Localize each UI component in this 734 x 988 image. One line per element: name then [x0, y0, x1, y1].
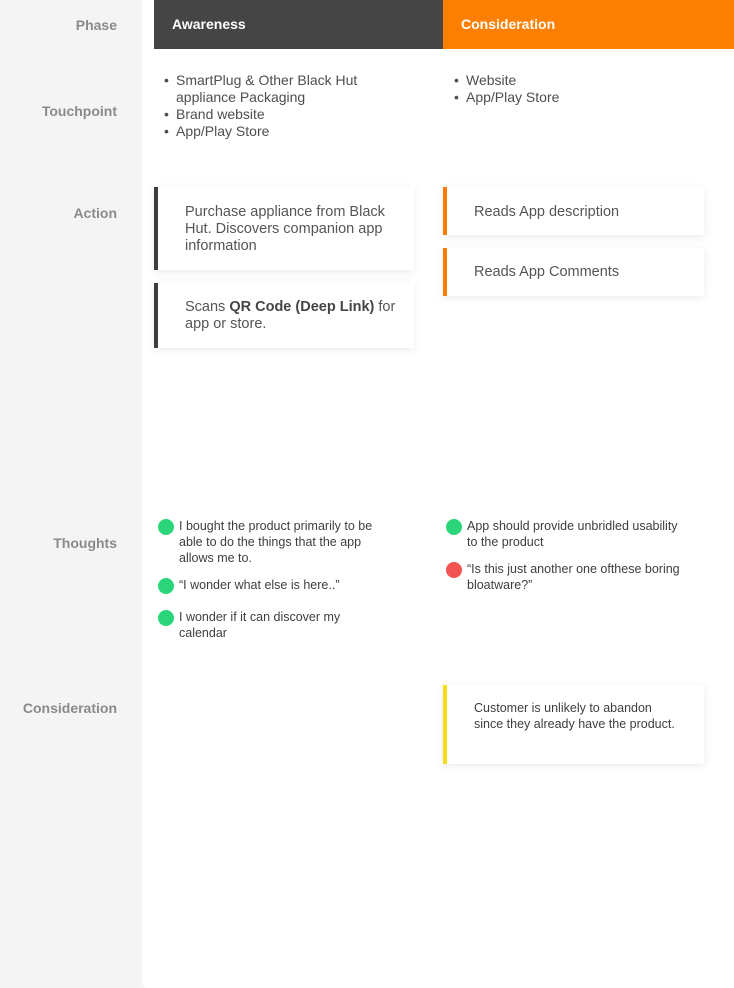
action-text: Purchase appliance from Black Hut. Discovers companion app information: [185, 204, 385, 254]
row-label-thoughts: Thoughts: [53, 535, 117, 551]
action-card-awareness-2: [154, 283, 414, 348]
action-text: Reads App Comments: [474, 264, 620, 280]
touchpoint-item: [164, 123, 404, 140]
touchpoint-text: Website: [466, 72, 517, 88]
positive-sentiment-icon: [158, 578, 174, 594]
card-accent-bar: [443, 685, 447, 764]
touchpoint-text: SmartPlug & Other Black Hut appliance Packaging: [176, 72, 358, 105]
positive-sentiment-icon: [158, 519, 174, 535]
action-card-consideration-2: [443, 248, 704, 296]
row-label-consideration: Consideration: [22, 700, 117, 716]
deep-link-emphasis: QR Code (Deep Link): [229, 299, 375, 315]
thought-item: [158, 518, 388, 566]
row-label-phase: Phase: [75, 17, 117, 33]
positive-sentiment-icon: [158, 610, 174, 626]
action-text: Scans QR Code (Deep Link) for app or store.: [185, 299, 396, 332]
thought-item: [446, 561, 686, 593]
journey-board: [142, 0, 734, 988]
touchpoint-text: Brand website: [176, 106, 265, 122]
consideration-note-card: [443, 685, 704, 764]
touchpoint-text: App/Play Store: [466, 89, 560, 105]
touchpoint-item: [454, 89, 694, 106]
touchpoint-item: [164, 72, 404, 106]
touchpoint-text: App/Play Store: [176, 123, 270, 139]
touchpoint-list-consideration: [454, 72, 694, 106]
action-card-awareness-1: [154, 187, 414, 270]
positive-sentiment-icon: [446, 519, 462, 535]
thought-text: “Is this just another one ofthese boring bloatware?”: [467, 562, 680, 592]
thought-item: [158, 577, 388, 593]
consideration-note-text: Customer is unlikely to abandon since they already have the product.: [474, 701, 675, 731]
touchpoint-item: [164, 106, 404, 123]
thought-text: “I wonder what else is here..”: [179, 578, 340, 592]
bullet-icon: •: [164, 123, 169, 139]
touchpoint-list-awareness: [164, 72, 404, 140]
bullet-icon: •: [164, 72, 169, 88]
phase-header-awareness: Awareness: [154, 0, 443, 49]
card-accent-bar: [443, 187, 447, 235]
row-label-touchpoint: Touchpoint: [41, 103, 117, 119]
card-accent-bar: [154, 187, 158, 270]
thought-item: [446, 518, 686, 550]
action-card-consideration-1: [443, 187, 704, 235]
thought-text: App should provide unbridled usability to the product: [467, 519, 678, 549]
thought-text: I wonder if it can discover my calendar: [179, 610, 341, 640]
card-accent-bar: [443, 248, 447, 296]
thought-text: I bought the product primarily to be able to do the things that the app allows me to.: [179, 519, 373, 565]
row-label-action: Action: [73, 205, 117, 221]
bullet-icon: •: [454, 72, 459, 88]
touchpoint-item: [454, 72, 694, 89]
bullet-icon: •: [164, 106, 169, 122]
negative-sentiment-icon: [446, 562, 462, 578]
action-text: Reads App description: [474, 204, 620, 220]
thought-item: [158, 609, 388, 641]
bullet-icon: •: [454, 89, 459, 105]
phase-header-consideration: Consideration: [443, 0, 734, 49]
card-accent-bar: [154, 283, 158, 348]
